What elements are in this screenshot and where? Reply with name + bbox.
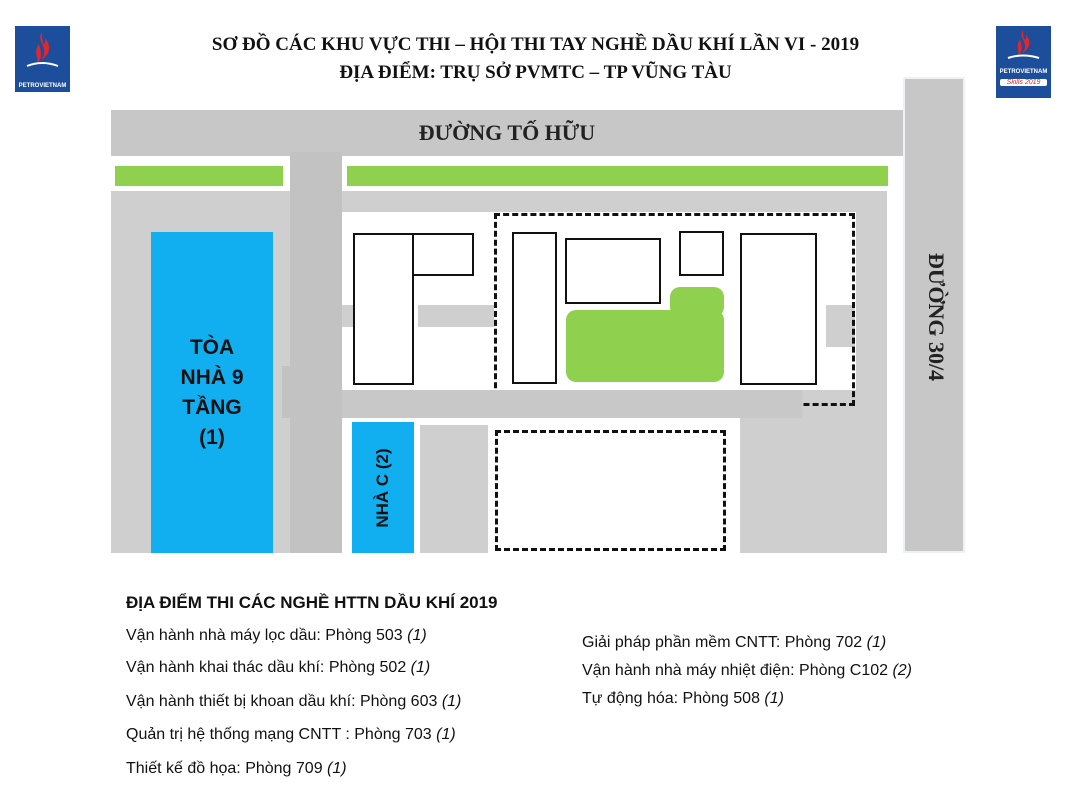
building-a2: [565, 238, 661, 304]
road-to-huu: [111, 110, 903, 156]
building-a4: [740, 233, 817, 385]
legend-item: Quản trị hệ thống mạng CNTT : Phòng 703 (1): [126, 726, 456, 743]
page-title-line1: SƠ ĐỒ CÁC KHU VỰC THI – HỘI THI TAY NGHỀ DẦU KHÍ LẦN VI - 2019: [211, 34, 860, 55]
logo-right-subtext: Skills 2019: [1000, 79, 1047, 86]
access-road-horizontal: [282, 366, 342, 418]
building-a3: [679, 231, 724, 276]
grass-strip-left: [114, 165, 284, 187]
road-to-huu-label: ĐƯỜNG TỐ HỮU: [418, 120, 596, 145]
legend-title: ĐỊA ĐIỂM THI CÁC NGHỀ HTTN DẦU KHÍ 2019: [126, 593, 498, 612]
logo-left-text: PETROVIETNAM: [18, 83, 67, 89]
building-9-label-2: NHÀ 9: [180, 365, 244, 389]
access-road-vertical: [290, 152, 342, 553]
building-9-floors: [151, 232, 273, 553]
building-9-label-1: TÒA: [189, 335, 235, 359]
lower-left-block: [420, 425, 488, 553]
building-9-label-4: (1): [199, 425, 225, 449]
grass-strip-right: [346, 165, 889, 187]
building-c: [352, 422, 414, 553]
building-a1: [512, 232, 557, 384]
page-title-line2: ĐỊA ĐIỂM: TRỤ SỞ PVMTC – TP VŨNG TÀU: [339, 62, 732, 83]
legend-item: Vận hành nhà máy nhiệt điện: Phòng C102 (2): [582, 662, 913, 679]
legend-item: Thiết kế đồ họa: Phòng 709 (1): [126, 760, 347, 777]
legend-item: Vận hành thiết bị khoan dầu khí: Phòng 603 (1): [126, 693, 462, 710]
courtyard-garden-extension: [670, 287, 724, 317]
petrovietnam-skills-logo-right: [996, 26, 1051, 98]
flame-icon: [15, 26, 70, 76]
lower-road-strip: [342, 390, 802, 418]
legend-item: Giải pháp phần mềm CNTT: Phòng 702 (1): [582, 634, 887, 651]
competition-zone-lower: [495, 430, 726, 551]
building-c-label: NHÀ C (2): [373, 448, 392, 528]
logo-right-text: PETROVIETNAM: [999, 69, 1048, 75]
legend-item: Vận hành khai thác dầu khí: Phòng 502 (1): [126, 659, 431, 676]
lower-right-block: [740, 418, 887, 553]
flame-icon: [996, 26, 1051, 64]
legend-item: Tự động hóa: Phòng 508 (1): [582, 690, 784, 707]
road-30-4-label: ĐƯỜNG 30/4: [924, 252, 949, 382]
walkway-left: [342, 305, 353, 327]
building-9-label-3: TẦNG: [182, 395, 242, 419]
legend-item: Vận hành nhà máy lọc dầu: Phòng 503 (1): [126, 627, 427, 644]
building-l-horizontal: [412, 233, 474, 276]
courtyard-garden: [566, 310, 724, 382]
walkway-middle: [418, 305, 494, 327]
petrovietnam-logo-left: [15, 26, 70, 92]
building-l-vertical: [353, 233, 414, 385]
road-30-4: [903, 77, 965, 553]
